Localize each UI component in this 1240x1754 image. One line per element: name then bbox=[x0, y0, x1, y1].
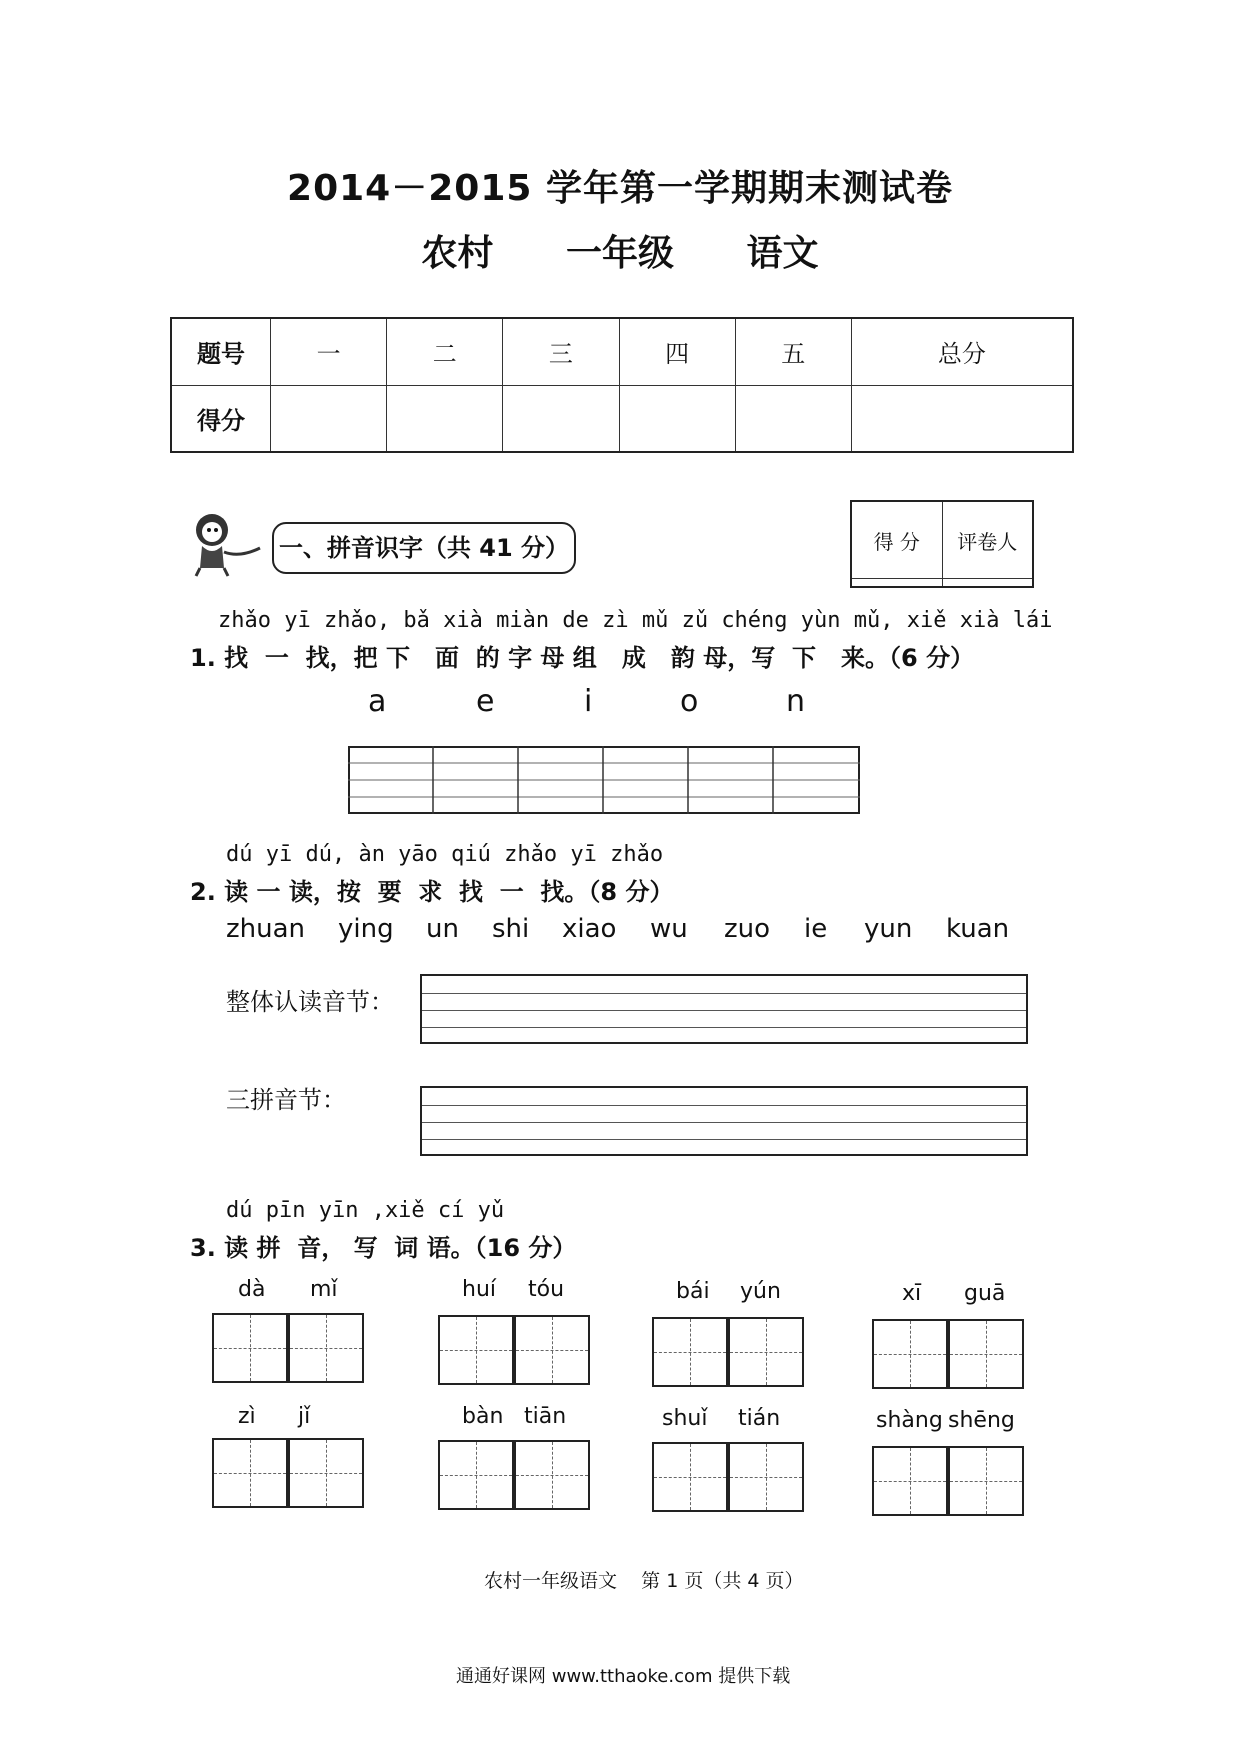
syllable: yun bbox=[864, 914, 913, 944]
q2-pinyin: dú yī dú, àn yāo qiú zhǎo yī zhǎo bbox=[226, 842, 664, 867]
score-cell[interactable] bbox=[387, 385, 503, 452]
word-pinyin: shàng bbox=[876, 1408, 943, 1433]
tian-grid-box[interactable] bbox=[438, 1440, 514, 1510]
column-header: 三 bbox=[503, 318, 619, 385]
q2-label-three-part-syllables: 三拼音节： bbox=[226, 1086, 346, 1114]
tian-grid-box[interactable] bbox=[872, 1446, 948, 1516]
q1-answer-grid[interactable] bbox=[348, 746, 860, 814]
tian-grid-box[interactable] bbox=[212, 1313, 288, 1383]
syllable: shi bbox=[492, 914, 530, 944]
tian-grid-box[interactable] bbox=[288, 1438, 364, 1508]
letter: i bbox=[584, 684, 593, 719]
score-table-score-row bbox=[171, 385, 1073, 452]
download-credit: 通通好课网 www.tthaoke.com 提供下载 bbox=[456, 1666, 791, 1687]
exam-subtitle bbox=[0, 225, 1240, 276]
subtitle-grade: 一年级 bbox=[565, 233, 674, 274]
column-header: 五 bbox=[735, 318, 851, 385]
word-pinyin: shuǐ bbox=[662, 1406, 708, 1431]
tian-grid-box[interactable] bbox=[948, 1446, 1024, 1516]
score-cell[interactable] bbox=[735, 385, 851, 452]
syllable: wu bbox=[650, 914, 688, 944]
score-table bbox=[170, 317, 1074, 453]
q2-label-whole-syllables: 整体认读音节： bbox=[226, 988, 394, 1016]
word-pinyin: huí bbox=[462, 1277, 496, 1302]
syllable: zhuan bbox=[226, 914, 306, 944]
word-pinyin: tiān bbox=[524, 1404, 567, 1429]
column-header-total: 总分 bbox=[851, 318, 1073, 385]
word-pinyin: zì bbox=[238, 1404, 256, 1429]
word-pinyin: mǐ bbox=[310, 1277, 338, 1302]
word-pinyin: tóu bbox=[528, 1277, 565, 1302]
score-cell-total[interactable] bbox=[851, 385, 1073, 452]
column-header: 四 bbox=[619, 318, 735, 385]
exam-title: 2014－2015 学年第一学期期末测试卷 bbox=[287, 168, 953, 209]
syllable: zuo bbox=[724, 914, 771, 944]
tian-grid-box[interactable] bbox=[652, 1317, 728, 1387]
grader-header-grader: 评卷人 bbox=[942, 501, 1033, 579]
tian-grid-box[interactable] bbox=[514, 1315, 590, 1385]
score-table-header-row bbox=[171, 318, 1073, 385]
grader-header-score: 得 分 bbox=[851, 501, 942, 579]
word-pinyin: guā bbox=[964, 1281, 1006, 1306]
q3-pinyin: dú pīn yīn ,xiě cí yǔ bbox=[226, 1198, 505, 1223]
score-cell[interactable] bbox=[619, 385, 735, 452]
tian-grid-box[interactable] bbox=[728, 1442, 804, 1512]
tian-grid-box[interactable] bbox=[948, 1319, 1024, 1389]
q2-answer-line-three-part-syllables[interactable] bbox=[420, 1086, 1028, 1156]
tian-grid-box[interactable] bbox=[438, 1315, 514, 1385]
word-pinyin: yún bbox=[740, 1279, 781, 1304]
tian-grid-box[interactable] bbox=[288, 1313, 364, 1383]
letter: a bbox=[368, 684, 387, 719]
tian-grid-box[interactable] bbox=[728, 1317, 804, 1387]
row-label-score: 得分 bbox=[171, 385, 271, 452]
tian-grid-box[interactable] bbox=[652, 1442, 728, 1512]
word-pinyin: tián bbox=[738, 1406, 781, 1431]
letter: e bbox=[476, 684, 495, 719]
letter: n bbox=[786, 684, 806, 719]
mascot-icon bbox=[190, 508, 270, 578]
q2-answer-line-whole-syllables[interactable] bbox=[420, 974, 1028, 1044]
page-footer: 农村一年级语文 第 1 页（共 4 页） bbox=[484, 1570, 804, 1592]
subtitle-area: 农村 bbox=[421, 233, 494, 274]
q3-text: 3. 读 拼 音， 写 词 语。（16 分） bbox=[190, 1234, 577, 1262]
row-label-question-number: 题号 bbox=[171, 318, 271, 385]
syllable: xiao bbox=[562, 914, 617, 944]
column-header: 一 bbox=[271, 318, 387, 385]
syllable: un bbox=[426, 914, 459, 944]
letter: o bbox=[680, 684, 699, 719]
tian-grid-box[interactable] bbox=[872, 1319, 948, 1389]
grader-table bbox=[850, 500, 1034, 588]
word-pinyin: bái bbox=[676, 1279, 710, 1304]
column-header: 二 bbox=[387, 318, 503, 385]
grader-score-cell[interactable] bbox=[851, 579, 942, 587]
subtitle-subject: 语文 bbox=[746, 233, 819, 274]
score-cell[interactable] bbox=[503, 385, 619, 452]
word-pinyin: dà bbox=[238, 1277, 266, 1302]
q2-text: 2. 读 一 读，按 要 求 找 一 找。（8 分） bbox=[190, 878, 674, 906]
word-pinyin: jǐ bbox=[298, 1404, 311, 1429]
q1-text: 1. 找 一 找，把 下 面 的 字 母 组 成 韵 母，写 下 来。（6 分） bbox=[190, 644, 975, 672]
syllable: kuan bbox=[946, 914, 1010, 944]
grader-name-cell[interactable] bbox=[942, 579, 1033, 587]
score-cell[interactable] bbox=[271, 385, 387, 452]
section-banner bbox=[190, 508, 590, 574]
word-pinyin: bàn bbox=[462, 1404, 504, 1429]
tian-grid-box[interactable] bbox=[212, 1438, 288, 1508]
syllable: ie bbox=[804, 914, 828, 944]
word-pinyin: xī bbox=[902, 1281, 922, 1306]
section-title: 一、拼音识字（共 41 分） bbox=[272, 522, 576, 574]
q1-pinyin: zhǎo yī zhǎo, bǎ xià miàn de zì mǔ zǔ chéng yùn mǔ, xiě xià lái bbox=[218, 608, 1053, 633]
tian-grid-box[interactable] bbox=[514, 1440, 590, 1510]
syllable: ying bbox=[338, 914, 394, 944]
word-pinyin: shēng bbox=[948, 1408, 1015, 1433]
